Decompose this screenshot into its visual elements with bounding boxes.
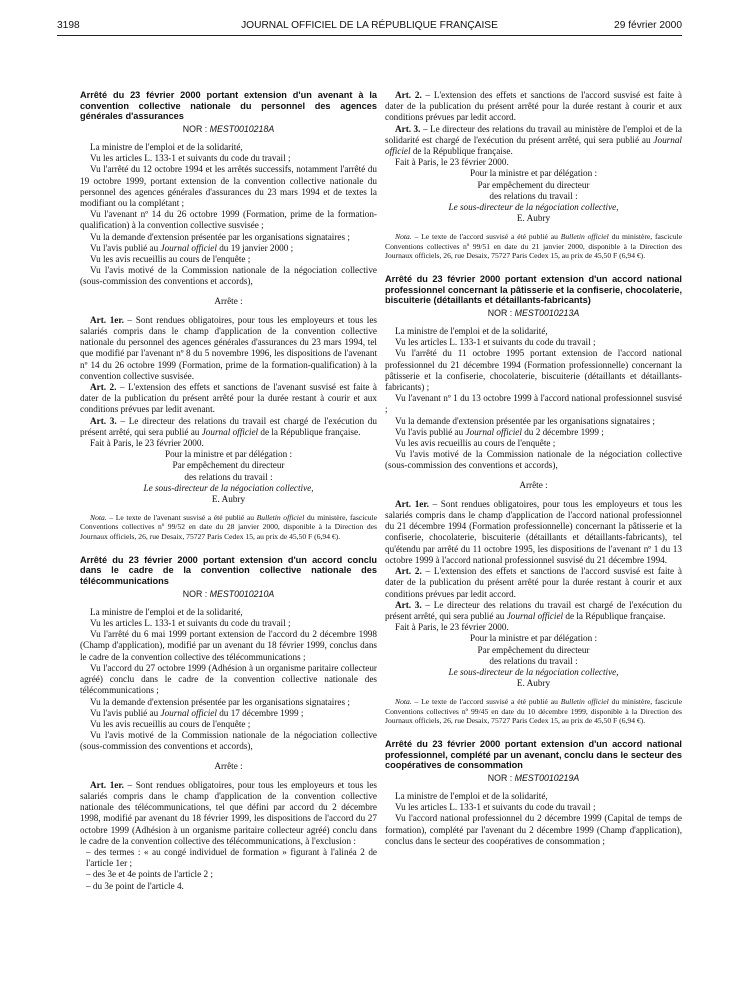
- decree-pastry-confectionery: [385, 274, 682, 725]
- visa-paragraph: Vu l'arrêté du 6 mai 1999 portant extension de l'accord du 2 décembre 1998 (Champ d'application), modifié par un avenant du 18 février 1999, conclus dans le cadre de la convention collective des télécommunications ;: [80, 629, 377, 662]
- visa-paragraph: Vu l'avis motivé de la Commission nationale de la négociation collective (sous-commission des conventions et accords),: [80, 730, 377, 752]
- article-text: – Le directeur des relations du travail au ministère de l'emploi et de la solidarité est chargé de l'exécution du présent arrêté, qui sera publié au: [385, 123, 682, 145]
- article-3: [385, 124, 682, 158]
- text-run: Vu l'avis publié au: [90, 242, 161, 253]
- article-label: Art. 1er.: [395, 498, 429, 509]
- article-text: – Sont rendues obligatoires, pour tous les employeurs et tous les salariés compris dans le champ d'application de la convention collective nationale du personnel des agences générales d'assurances du 23 mars 1994, tel que modifié par l'avenant nº 8 du 5 novembre 1996, les dispositions de l'avenant nº 14 du 26 octobre 1999 (Formation, prime de la formation-qualification) à la convention collective susvisée.: [80, 314, 377, 381]
- visa-paragraph: [80, 708, 377, 719]
- signatory-name: E. Aubry: [516, 213, 551, 224]
- visa-paragraph: Vu les avis recueillis au cours de l'enquête ;: [90, 718, 251, 729]
- visa-paragraph: [385, 427, 682, 438]
- signature-block: [385, 633, 682, 689]
- visa-paragraph: Vu les avis recueillis au cours de l'enquête ;: [395, 438, 556, 449]
- article-1: [80, 315, 377, 382]
- decree-telecommunications: [80, 555, 377, 892]
- text-run: du 19 janvier 2000 ;: [216, 242, 294, 253]
- decree-consumer-cooperatives: [385, 739, 682, 847]
- minister-line: La ministre de l'emploi et de la solidarité,: [395, 790, 548, 801]
- nor-label: NOR :: [487, 307, 513, 318]
- nor-code: MEST0010219A: [514, 772, 580, 783]
- journal-name: Journal officiel: [201, 426, 259, 437]
- article-2: [80, 382, 377, 416]
- signature-line: Pour la ministre et par délégation :: [469, 633, 598, 644]
- article-text: de la République française.: [258, 426, 361, 437]
- minister-line: La ministre de l'emploi et de la solidarité,: [90, 141, 243, 152]
- bulletin-name: Bulletin officiel: [560, 697, 609, 707]
- nor-code: MEST0010213A: [514, 307, 580, 318]
- visa-paragraph: Vu l'arrêté du 12 octobre 1994 et les arrêtés successifs, notamment l'arrêté du 19 octobre 1999, portant extension de la convention collective nationale du personnel des agences générales d'assurances du 23 mars 1994 et de textes la modifiant ou la complétant ;: [80, 164, 377, 208]
- note-text: – Le texte de l'avenant susvisé a été publié au: [106, 513, 257, 523]
- note-text: du ministère, fascicule Conventions collectives nº 99/52 en date du 28 janvier 2000, disponible à la Direction des Journaux officiels, 26, rue Desaix, 75727 Paris Cedex 15, au prix de 45,50 F (6,94 €).: [80, 513, 378, 541]
- journal-name: Journal officiel: [160, 707, 217, 718]
- journal-name: Journal officiel: [160, 242, 217, 253]
- nor-reference: [385, 308, 682, 319]
- note-text: du ministère, fascicule Conventions collectives nº 99/45 en date du 10 décembre 1999, disponible à la Direction des Journaux officiels, 26, rue Desaix, 75727 Paris Cedex 15, au prix de 45,50 F (6,94 €).: [385, 697, 682, 725]
- text-run: du 2 décembre 1999 ;: [521, 426, 604, 437]
- journal-name: Journal officiel: [385, 134, 682, 157]
- article-label: Art. 3.: [90, 415, 117, 426]
- visa-paragraph: Vu l'avis motivé de la Commission nationale de la négociation collective (sous-commission des conventions et accords),: [385, 449, 682, 471]
- minister-line: La ministre de l'emploi et de la solidarité,: [395, 326, 548, 337]
- note-text: – Le texte de l'accord susvisé a été publié au: [411, 697, 561, 707]
- bulletin-name: Bulletin officiel: [256, 513, 305, 523]
- text-run: Vu l'avis publié au: [90, 707, 161, 718]
- note-text: du ministère, fascicule Conventions collectives nº 99/51 en date du 21 janvier 2000, disponible à la Direction des Journaux officiels, 26, rue Desaix, 75727 Paris Cedex 15, au prix de 45,50 F (6,94 €).: [385, 232, 682, 260]
- signature-block: [80, 449, 377, 505]
- minister-line: La ministre de l'emploi et de la solidarité,: [90, 606, 243, 617]
- right-column: [385, 90, 682, 847]
- journal-title: JOURNAL OFFICIEL DE LA RÉPUBLIQUE FRANÇAISE: [241, 20, 498, 31]
- signatory-title: Le sous-directeur de la négociation collective,: [448, 202, 619, 213]
- left-column: [80, 90, 377, 892]
- arrete-heading: Arrête :: [519, 479, 548, 490]
- nota-label: Nota.: [395, 232, 412, 242]
- journal-name: Journal officiel: [465, 426, 522, 437]
- visa-paragraph: [80, 243, 377, 254]
- article-text: – Le directeur des relations du travail est chargé de l'exécution du présent arrêté, qui sera publié au: [385, 599, 682, 621]
- nor-reference: [385, 773, 682, 784]
- nor-code: MEST0010218A: [209, 123, 275, 134]
- nor-label: NOR :: [182, 588, 208, 599]
- journal-name: Journal officiel: [506, 610, 564, 621]
- article-label: Art. 2.: [395, 566, 422, 577]
- decree-title: Arrêté du 23 février 2000 portant extension d'un accord conclu dans le cadre de la convention collective nationale des télécommunications: [80, 554, 377, 587]
- decree-telecommunications-continued: [385, 90, 682, 260]
- nota-note: [385, 232, 682, 260]
- article-text: – L'extension des effets et sanctions de l'accord susvisé est faite à dater de la publication du présent arrêté pour la durée restant à courir et aux conditions prévues par ledit accord.: [385, 90, 682, 123]
- article-2: [385, 566, 682, 600]
- article-text: de la République française.: [410, 146, 513, 157]
- visa-paragraph: Vu la demande d'extension présentée par les organisations signataires ;: [395, 415, 655, 426]
- arrete-heading: Arrête :: [214, 295, 243, 306]
- issue-date: 29 février 2000: [614, 20, 682, 31]
- signature-line: Par empêchement du directeur: [477, 179, 590, 190]
- signature-line: Pour la ministre et par délégation :: [469, 168, 598, 179]
- article-3: [385, 600, 682, 622]
- visa-paragraph: Vu l'accord national professionnel du 2 décembre 1999 (Capital de temps de formation), complété par l'avenant du 2 décembre 1999 (Champ d'application), conclus dans le secteur des coopératives de consommation ;: [385, 813, 682, 846]
- nor-code: MEST0010210A: [209, 588, 275, 599]
- visa-paragraph: Vu les avis recueillis au cours de l'enquête ;: [90, 254, 251, 265]
- article-text: – Le directeur des relations du travail est chargé de l'exécution du présent arrêté, qui sera publié au: [80, 415, 377, 437]
- signatory-name: E. Aubry: [516, 678, 551, 689]
- page-number: 3198: [57, 20, 80, 31]
- visa-paragraph: Vu la demande d'extension présentée par les organisations signataires ;: [90, 696, 350, 707]
- arrete-heading: Arrête :: [214, 760, 243, 771]
- visa-paragraph: Vu la demande d'extension présentée par les organisations signataires ;: [90, 231, 350, 242]
- decree-title: Arrêté du 23 février 2000 portant extension d'un accord national professionnel, complété par un avenant, conclu dans le secteur des coopératives de consommation: [385, 738, 682, 771]
- article-text: – L'extension des effets et sanctions de l'accord susvisé est faite à dater de la publication du présent arrêté pour la durée restant à courir et aux conditions prévues par ledit accord.: [385, 566, 682, 599]
- decree-insurance-agencies: [80, 90, 377, 541]
- visa-paragraph: Vu l'avenant nº 1 du 13 octobre 1999 à l'accord national professionnel susvisé ;: [385, 393, 682, 415]
- visa-paragraph: Vu les articles L. 133-1 et suivants du code du travail ;: [395, 337, 596, 348]
- exclusion-item: – des termes : « au congé individuel de formation » figurant à l'alinéa 2 de l'article 1er ;: [86, 846, 377, 869]
- signature-line: Par empêchement du directeur: [172, 460, 285, 471]
- article-text: de la République française.: [563, 610, 666, 621]
- article-text: – L'extension des effets et sanctions de l'avenant susvisé est faite à dater de la publication du présent arrêté pour la durée restant à courir et aux conditions prévues par ledit avenant.: [80, 382, 377, 415]
- article-label: Art. 3.: [395, 123, 421, 134]
- article-label: Art. 1er.: [90, 314, 124, 325]
- article-text: – Sont rendues obligatoires, pour tous les employeurs et tous les salariés compris dans le champ d'application de la convention collective nationale des télécommunications, tel que défini par accord du 2 décembre 1998, modifié par avenant du 18 février 1999, les dispositions de l'accord du 27 octobre 1999 (Adhésion à un organisme paritaire collecteur agréé) conclu dans le cadre de la convention collective des télécommunications, à l'exclusion :: [80, 779, 377, 846]
- signature-line: Pour la ministre et par délégation :: [164, 449, 293, 460]
- article-label: Art. 1er.: [90, 779, 124, 790]
- signature-line: Par empêchement du directeur: [477, 644, 590, 655]
- nor-label: NOR :: [487, 772, 513, 783]
- exclusion-item: – des 3e et 4e points de l'article 2 ;: [86, 869, 213, 880]
- nota-note: [80, 513, 377, 541]
- signature-line: des relations du travail :: [489, 655, 578, 666]
- signing-place-date: Fait à Paris, le 23 février 2000.: [90, 438, 204, 449]
- note-text: – Le texte de l'accord susvisé a été publié au: [411, 232, 561, 242]
- text-run: Vu l'avis publié au: [395, 426, 466, 437]
- header-rule: [57, 35, 682, 36]
- visa-paragraph: Vu l'arrêté du 11 octobre 1995 portant extension de l'accord national professionnel du 21 décembre 1994 (Formation professionnelle) concernant la pâtisserie et la confiserie, chocolaterie, biscuiterie (détaillants et détaillants-fabricants) ;: [385, 348, 682, 393]
- article-3: [80, 416, 377, 438]
- exclusion-item: – du 3e point de l'article 4.: [86, 880, 184, 891]
- nota-label: Nota.: [395, 697, 412, 707]
- signatory-title: Le sous-directeur de la négociation collective,: [448, 666, 619, 677]
- signatory-name: E. Aubry: [211, 494, 246, 505]
- decree-title: Arrêté du 23 février 2000 portant extension d'un accord national professionnel concernant la pâtisserie et la confiserie, chocolaterie, biscuiterie (détaillants et détaillants-fabricants): [385, 274, 682, 306]
- signing-place-date: Fait à Paris, le 23 février 2000.: [395, 622, 509, 633]
- article-label: Art. 3.: [395, 599, 422, 610]
- signatory-title: Le sous-directeur de la négociation collective,: [143, 482, 314, 493]
- nota-label: Nota.: [90, 513, 107, 523]
- page-header: [57, 20, 682, 34]
- article-1: [80, 780, 377, 847]
- decree-title: Arrêté du 23 février 2000 portant extension d'un avenant à la convention collective nationale du personnel des agences générales d'assurances: [80, 90, 377, 122]
- visa-paragraph: Vu les articles L. 133-1 et suivants du code du travail ;: [90, 153, 291, 164]
- nota-note: [385, 697, 682, 725]
- bulletin-name: Bulletin officiel: [560, 232, 609, 242]
- signing-place-date: Fait à Paris, le 23 février 2000.: [395, 157, 509, 168]
- nor-label: NOR :: [182, 123, 208, 134]
- visa-paragraph: Vu les articles L. 133-1 et suivants du code du travail ;: [90, 618, 291, 629]
- signature-block: [385, 168, 682, 224]
- article-text: – Sont rendues obligatoires, pour tous les employeurs et tous les salariés compris dans le champ d'application de l'accord national professionnel du 21 décembre 1994 (Formation professionnelle) concernant la pâtisserie et la confiserie, chocolaterie, biscuiterie (détaillants et détaillants-fabricants), tel qu'étendu par arrêté du 11 octobre 1995, les dispositions de l'avenant nº 1 du 13 octobre 1999 à l'accord national professionnel susvisé du 21 décembre 1994.: [385, 498, 682, 565]
- signature-line: des relations du travail :: [489, 190, 578, 201]
- visa-paragraph: Vu l'accord du 27 octobre 1999 (Adhésion à un organisme paritaire collecteur agréé) conclu dans le cadre de la convention collective nationale des télécommunications ;: [80, 662, 377, 696]
- article-label: Art. 2.: [90, 382, 117, 393]
- nor-reference: [80, 124, 377, 135]
- visa-paragraph: Vu l'avis motivé de la Commission nationale de la négociation collective (sous-commission des conventions et accords),: [80, 265, 377, 287]
- visa-paragraph: Vu les articles L. 133-1 et suivants du code du travail ;: [395, 802, 596, 813]
- visa-paragraph: Vu l'avenant nº 14 du 26 octobre 1999 (Formation, prime de la formation-qualification) à la convention collective susvisée ;: [80, 209, 377, 231]
- signature-line: des relations du travail :: [184, 471, 273, 482]
- article-label: Art. 2.: [395, 90, 422, 100]
- text-run: du 17 décembre 1999 ;: [216, 707, 304, 718]
- nor-reference: [80, 589, 377, 600]
- article-2: [385, 90, 682, 124]
- article-1: [385, 499, 682, 566]
